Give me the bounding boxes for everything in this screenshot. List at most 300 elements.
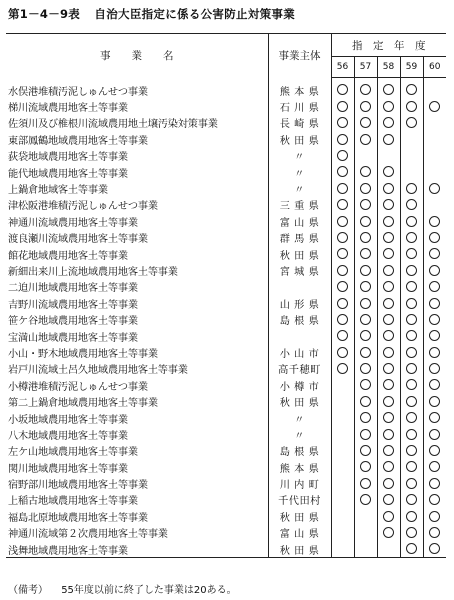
designated-circle-icon: [406, 265, 417, 276]
year-cell: [354, 328, 377, 344]
header-designation-year: 指 定 年 度: [331, 34, 446, 57]
table-row: [6, 541, 446, 558]
entity-cell: 〃: [268, 426, 331, 442]
table-row: [6, 131, 446, 147]
table-row: [6, 230, 446, 246]
footnote-text: 55年度以前に終了した事業は20ある。: [61, 585, 237, 596]
year-cell: [400, 197, 423, 213]
project-name-cell: 関川地域農用地客土等事業: [8, 463, 128, 475]
designated-circle-icon: [383, 445, 394, 456]
designated-circle-icon: [360, 248, 371, 259]
year-cell: [400, 98, 423, 114]
designated-circle-icon: [360, 461, 371, 472]
designated-circle-icon: [360, 314, 371, 325]
year-cell: [354, 230, 377, 246]
projects-table: [6, 33, 446, 558]
designated-circle-icon: [429, 396, 440, 407]
year-cell: [377, 541, 400, 558]
year-cell: [354, 279, 377, 295]
designated-circle-icon: [360, 166, 371, 177]
year-cell: [331, 393, 354, 409]
designated-circle-icon: [360, 330, 371, 341]
designated-circle-icon: [406, 445, 417, 456]
year-cell: [423, 361, 446, 377]
year-cell: [377, 492, 400, 508]
designated-circle-icon: [429, 281, 440, 292]
designated-circle-icon: [337, 248, 348, 259]
designated-circle-icon: [383, 248, 394, 259]
year-cell: [354, 213, 377, 229]
entity-cell: 富 山 県: [268, 525, 331, 541]
year-cell: [423, 443, 446, 459]
designated-circle-icon: [429, 412, 440, 423]
project-name-cell: 上鍋倉地域客土等事業: [8, 185, 108, 197]
year-cell: [400, 279, 423, 295]
designated-circle-icon: [383, 199, 394, 210]
entity-cell: 〃: [268, 180, 331, 196]
designated-circle-icon: [406, 461, 417, 472]
table-row: [6, 492, 446, 508]
project-name-cell: 水俣港堆積汚泥しゅんせつ事業: [8, 86, 148, 98]
header-year: 57: [354, 57, 377, 78]
year-cell: [331, 295, 354, 311]
year-cell: [377, 230, 400, 246]
header-project-name: 事 業 名: [100, 50, 174, 63]
year-cell: [400, 328, 423, 344]
year-cell: [423, 377, 446, 393]
year-cell: [400, 393, 423, 409]
designated-circle-icon: [337, 166, 348, 177]
year-cell: [331, 148, 354, 164]
entity-cell: 秋 田 県: [268, 508, 331, 524]
year-cell: [331, 82, 354, 98]
year-cell: [423, 393, 446, 409]
year-cell: [377, 475, 400, 491]
designated-circle-icon: [337, 134, 348, 145]
year-cell: [377, 164, 400, 180]
year-cell: [377, 525, 400, 541]
designated-circle-icon: [383, 461, 394, 472]
year-cell: [400, 295, 423, 311]
year-cell: [423, 230, 446, 246]
year-cell: [354, 246, 377, 262]
year-cell: [331, 246, 354, 262]
year-cell: [400, 82, 423, 98]
designated-circle-icon: [360, 101, 371, 112]
year-cell: [331, 377, 354, 393]
year-cell: [400, 311, 423, 327]
designated-circle-icon: [383, 412, 394, 423]
year-cell: [423, 180, 446, 196]
table-title: [8, 6, 295, 22]
designated-circle-icon: [360, 298, 371, 309]
table-number: 第1－4－9表: [8, 7, 81, 21]
entity-cell: 山 形 県: [268, 295, 331, 311]
project-name-cell: 八木地域農用地客土等事業: [8, 430, 128, 442]
designated-circle-icon: [429, 248, 440, 259]
designated-circle-icon: [383, 429, 394, 440]
year-cell: [354, 98, 377, 114]
designated-circle-icon: [383, 183, 394, 194]
designated-circle-icon: [337, 183, 348, 194]
year-cell: [377, 131, 400, 147]
designated-circle-icon: [406, 412, 417, 423]
year-cell: [331, 410, 354, 426]
designated-circle-icon: [383, 494, 394, 505]
table-row: [6, 328, 446, 344]
year-cell: [400, 262, 423, 278]
entity-cell: 長 崎 県: [268, 115, 331, 131]
entity-cell: 島 根 県: [268, 443, 331, 459]
designated-circle-icon: [383, 511, 394, 522]
designated-circle-icon: [429, 511, 440, 522]
designated-circle-icon: [429, 527, 440, 538]
designated-circle-icon: [337, 314, 348, 325]
project-name-cell: 小坂地域農用地客土等事業: [8, 414, 128, 426]
entity-cell: 島 根 県: [268, 311, 331, 327]
project-name-cell: 梯川流域農用地客土等事業: [8, 103, 128, 115]
table-row: [6, 393, 446, 409]
designated-circle-icon: [429, 379, 440, 390]
year-cell: [377, 344, 400, 360]
designated-circle-icon: [360, 347, 371, 358]
entity-cell: 〃: [268, 148, 331, 164]
designated-circle-icon: [429, 216, 440, 227]
year-cell: [331, 262, 354, 278]
year-cell: [331, 328, 354, 344]
table-row: [6, 459, 446, 475]
entity-cell: 熊 本 県: [268, 459, 331, 475]
designated-circle-icon: [406, 494, 417, 505]
designated-circle-icon: [429, 494, 440, 505]
designated-circle-icon: [383, 379, 394, 390]
entity-cell: 三 重 県: [268, 197, 331, 213]
table-row: [6, 525, 446, 541]
year-cell: [331, 164, 354, 180]
entity-cell: 群 馬 県: [268, 230, 331, 246]
year-cell: [400, 361, 423, 377]
year-cell: [400, 344, 423, 360]
year-cell: [423, 295, 446, 311]
designated-circle-icon: [383, 298, 394, 309]
project-name-cell: 小山・野木地域農用地客土等事業: [8, 348, 158, 360]
year-cell: [400, 426, 423, 442]
year-cell: [354, 197, 377, 213]
designated-circle-icon: [383, 363, 394, 374]
designated-circle-icon: [337, 150, 348, 161]
year-cell: [400, 377, 423, 393]
entity-cell: 秋 田 県: [268, 246, 331, 262]
year-cell: [354, 541, 377, 558]
table-row: [6, 361, 446, 377]
designated-circle-icon: [406, 84, 417, 95]
designated-circle-icon: [360, 478, 371, 489]
designated-circle-icon: [383, 347, 394, 358]
project-name-cell: 小樽港堆積汚泥しゅんせつ事業: [8, 381, 148, 393]
entity-cell: 高千穂町: [268, 361, 331, 377]
designated-circle-icon: [360, 216, 371, 227]
year-cell: [331, 311, 354, 327]
year-cell: [354, 164, 377, 180]
designated-circle-icon: [383, 216, 394, 227]
designated-circle-icon: [383, 265, 394, 276]
table-body: [6, 78, 446, 558]
year-cell: [377, 377, 400, 393]
designated-circle-icon: [406, 101, 417, 112]
year-cell: [423, 508, 446, 524]
project-name-cell: 吉野川流域農用地客土等事業: [8, 299, 138, 311]
year-cell: [331, 426, 354, 442]
year-cell: [423, 459, 446, 475]
header-entity: 事業主体: [268, 34, 331, 78]
year-cell: [423, 525, 446, 541]
year-cell: [377, 459, 400, 475]
designated-circle-icon: [337, 330, 348, 341]
entity-cell: 小 山 市: [268, 344, 331, 360]
designated-circle-icon: [360, 183, 371, 194]
year-cell: [377, 180, 400, 196]
entity-cell: 千代田村: [268, 492, 331, 508]
designated-circle-icon: [429, 347, 440, 358]
year-cell: [423, 82, 446, 98]
project-name-cell: 館花地域農用地客土等事業: [8, 250, 128, 262]
project-name-cell: 岩戸川流域土呂久地域農用地客土等事業: [8, 365, 188, 377]
designated-circle-icon: [337, 199, 348, 210]
year-cell: [331, 459, 354, 475]
table-row: [6, 426, 446, 442]
designated-circle-icon: [406, 298, 417, 309]
entity-cell: 石 川 県: [268, 98, 331, 114]
year-cell: [423, 98, 446, 114]
designated-circle-icon: [360, 445, 371, 456]
project-name-cell: 佐須川及び椎根川流域農用地土壌汚染対策事業: [8, 119, 218, 131]
year-cell: [377, 361, 400, 377]
designated-circle-icon: [337, 101, 348, 112]
year-cell: [377, 508, 400, 524]
header-year: 59: [400, 57, 423, 78]
year-cell: [331, 475, 354, 491]
year-cell: [354, 525, 377, 541]
year-cell: [331, 98, 354, 114]
designated-circle-icon: [383, 84, 394, 95]
project-name-cell: 東部鳳鶴地域農用地客土等事業: [8, 135, 148, 147]
year-cell: [354, 459, 377, 475]
designated-circle-icon: [429, 363, 440, 374]
designated-circle-icon: [406, 248, 417, 259]
year-cell: [423, 492, 446, 508]
project-name-cell: 神通川流域第２次農用地客土等事業: [8, 529, 168, 541]
entity-cell: 秋 田 県: [268, 131, 331, 147]
designated-circle-icon: [406, 199, 417, 210]
year-cell: [400, 180, 423, 196]
year-cell: [354, 180, 377, 196]
year-cell: [400, 230, 423, 246]
year-cell: [354, 377, 377, 393]
table-row: [6, 311, 446, 327]
project-name-cell: 荻袋地域農用地客土等事業: [8, 152, 128, 164]
designated-circle-icon: [360, 134, 371, 145]
project-name-cell: 上稲古地域農用地客土等事業: [8, 496, 138, 508]
designated-circle-icon: [360, 379, 371, 390]
entity-cell: 小 樽 市: [268, 377, 331, 393]
year-cell: [331, 279, 354, 295]
year-cell: [423, 311, 446, 327]
designated-circle-icon: [429, 101, 440, 112]
designated-circle-icon: [383, 527, 394, 538]
table-row: [6, 180, 446, 196]
designated-circle-icon: [337, 363, 348, 374]
project-name-cell: 能代地域農用地客土等事業: [8, 168, 128, 180]
project-name-cell: 笹ケ谷地域農用地客土等事業: [8, 316, 138, 328]
project-name-cell: 新細出来川上流地域農用地客土等事業: [8, 266, 178, 278]
year-cell: [377, 98, 400, 114]
designated-circle-icon: [406, 281, 417, 292]
entity-cell: 〃: [268, 410, 331, 426]
year-cell: [423, 475, 446, 491]
table-row: [6, 197, 446, 213]
designated-circle-icon: [337, 216, 348, 227]
year-cell: [377, 443, 400, 459]
year-cell: [423, 148, 446, 164]
table-row: [6, 262, 446, 278]
designated-circle-icon: [383, 330, 394, 341]
designated-circle-icon: [406, 511, 417, 522]
year-cell: [377, 115, 400, 131]
entity-cell: 川 内 町: [268, 475, 331, 491]
designated-circle-icon: [383, 314, 394, 325]
year-cell: [354, 426, 377, 442]
year-cell: [354, 344, 377, 360]
year-cell: [354, 492, 377, 508]
designated-circle-icon: [337, 281, 348, 292]
year-cell: [400, 164, 423, 180]
designated-circle-icon: [429, 330, 440, 341]
year-cell: [423, 344, 446, 360]
year-cell: [377, 410, 400, 426]
entity-cell: 宮 城 県: [268, 262, 331, 278]
year-cell: [331, 541, 354, 558]
year-cell: [331, 115, 354, 131]
year-cell: [354, 410, 377, 426]
designated-circle-icon: [429, 429, 440, 440]
year-cell: [400, 475, 423, 491]
year-cell: [354, 131, 377, 147]
table-row: [6, 148, 446, 164]
year-cell: [377, 262, 400, 278]
designated-circle-icon: [337, 265, 348, 276]
designated-circle-icon: [360, 412, 371, 423]
year-cell: [377, 426, 400, 442]
designated-circle-icon: [406, 396, 417, 407]
designated-circle-icon: [429, 461, 440, 472]
designated-circle-icon: [429, 478, 440, 489]
header-year: 58: [377, 57, 400, 78]
year-cell: [377, 393, 400, 409]
year-cell: [354, 311, 377, 327]
designated-circle-icon: [337, 117, 348, 128]
year-cell: [354, 82, 377, 98]
designated-circle-icon: [429, 298, 440, 309]
project-name-cell: 福島北原地域農用地客土等事業: [8, 512, 148, 524]
header-year: 56: [331, 57, 354, 78]
designated-circle-icon: [406, 232, 417, 243]
year-cell: [423, 410, 446, 426]
entity-cell: [268, 279, 331, 295]
entity-cell: [268, 328, 331, 344]
designated-circle-icon: [383, 117, 394, 128]
year-cell: [354, 115, 377, 131]
entity-cell: 富 山 県: [268, 213, 331, 229]
designated-circle-icon: [337, 298, 348, 309]
designated-circle-icon: [360, 396, 371, 407]
year-cell: [331, 525, 354, 541]
table-row: [6, 508, 446, 524]
designated-circle-icon: [360, 84, 371, 95]
year-cell: [354, 393, 377, 409]
year-cell: [423, 541, 446, 558]
project-name-cell: 宝満山地域農用地客土等事業: [8, 332, 138, 344]
year-cell: [354, 475, 377, 491]
year-cell: [400, 508, 423, 524]
project-name-cell: 浅舞地域農用地客土等事業: [8, 545, 128, 557]
year-cell: [354, 262, 377, 278]
table-row: [6, 164, 446, 180]
year-cell: [331, 213, 354, 229]
year-cell: [354, 508, 377, 524]
table-row: [6, 98, 446, 114]
designated-circle-icon: [429, 232, 440, 243]
designated-circle-icon: [383, 478, 394, 489]
designated-circle-icon: [406, 347, 417, 358]
designated-circle-icon: [406, 363, 417, 374]
designated-circle-icon: [383, 281, 394, 292]
project-name-cell: 二迫川地域農用地客土等事業: [8, 283, 138, 295]
designated-circle-icon: [406, 429, 417, 440]
designated-circle-icon: [406, 478, 417, 489]
table-row: [6, 410, 446, 426]
footnote: [8, 581, 237, 596]
footnote-lead: （備考）: [8, 585, 48, 596]
designated-circle-icon: [406, 183, 417, 194]
designated-circle-icon: [360, 429, 371, 440]
year-cell: [400, 148, 423, 164]
designated-circle-icon: [360, 281, 371, 292]
designated-circle-icon: [337, 347, 348, 358]
year-cell: [423, 164, 446, 180]
year-cell: [354, 295, 377, 311]
year-cell: [377, 328, 400, 344]
year-cell: [331, 492, 354, 508]
year-cell: [377, 295, 400, 311]
year-cell: [400, 410, 423, 426]
year-cell: [377, 246, 400, 262]
year-cell: [400, 443, 423, 459]
year-cell: [331, 180, 354, 196]
year-cell: [331, 230, 354, 246]
project-name-cell: 津松阪港堆積汚泥しゅんせつ事業: [8, 201, 158, 213]
table-row: [6, 279, 446, 295]
designated-circle-icon: [360, 265, 371, 276]
entity-cell: 熊 本 県: [268, 82, 331, 98]
designated-circle-icon: [429, 183, 440, 194]
year-cell: [377, 82, 400, 98]
designated-circle-icon: [383, 396, 394, 407]
table-row: [6, 213, 446, 229]
year-cell: [354, 361, 377, 377]
table-row: [6, 475, 446, 491]
project-name-cell: 渡良瀬川流域農用地客土等事業: [8, 234, 148, 246]
year-cell: [400, 525, 423, 541]
